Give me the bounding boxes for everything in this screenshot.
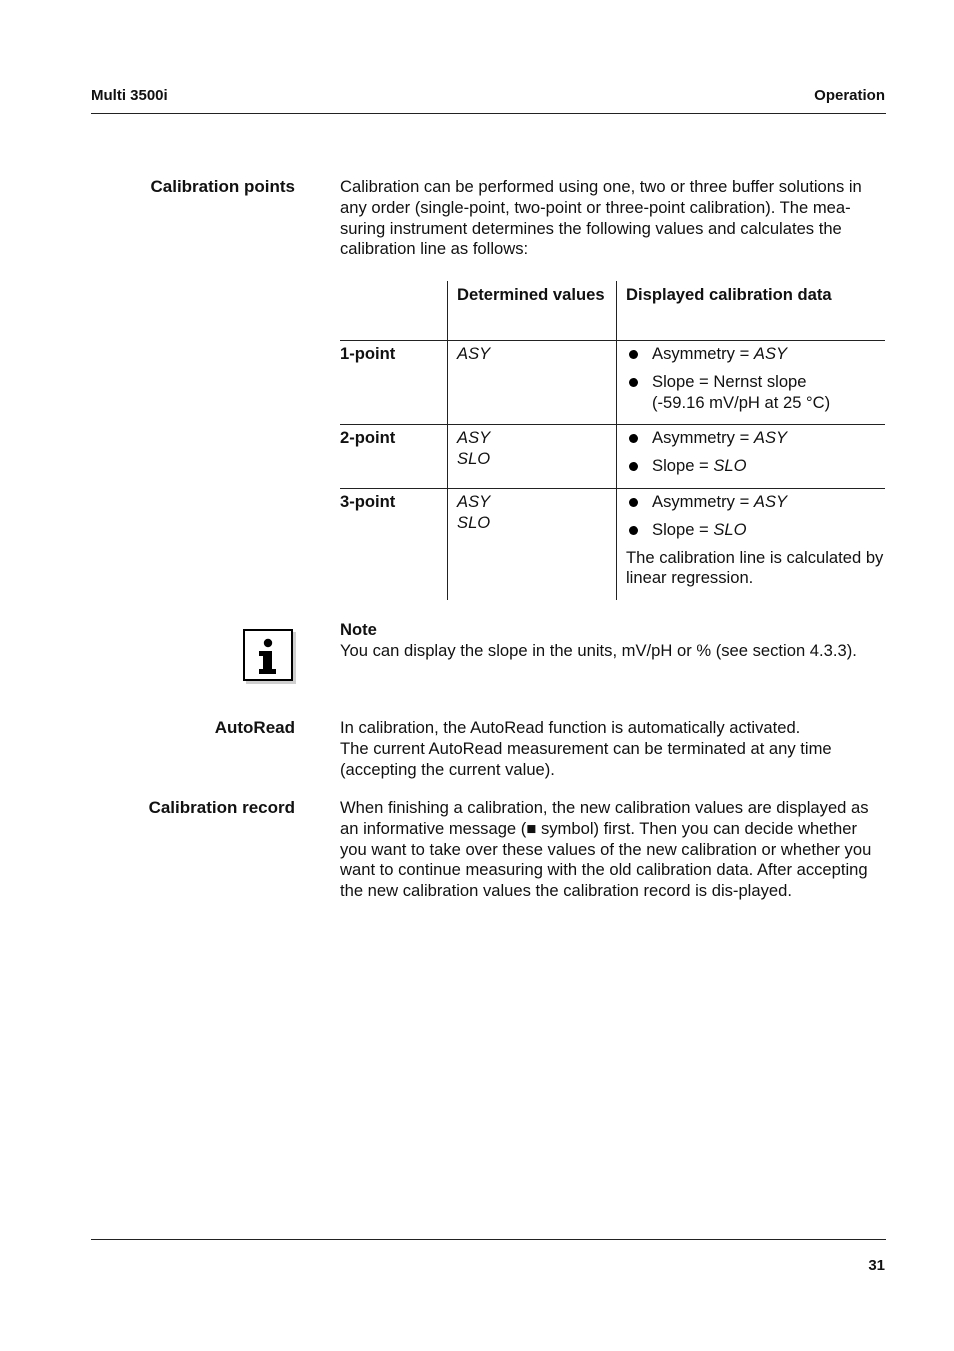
determined-value: SLO xyxy=(457,448,491,468)
table-header-row xyxy=(340,281,885,341)
bullet-icon xyxy=(629,434,638,443)
col-displayed-data: Displayed calibration data xyxy=(617,281,886,341)
calibration-record-heading: Calibration record xyxy=(148,798,295,817)
footer-rule xyxy=(91,1239,886,1240)
autoread-heading: AutoRead xyxy=(214,718,295,737)
table-row xyxy=(340,489,885,601)
table-row xyxy=(340,425,885,489)
bullet-icon xyxy=(629,498,638,507)
determined-value: ASY xyxy=(457,492,491,511)
bullet-icon xyxy=(629,526,638,535)
autoread-text: In calibration, the AutoRead function is automatically activated. The current AutoRead measurement can be terminated at any time (accepting the current value). xyxy=(340,718,832,779)
determined-value: SLO xyxy=(457,512,491,532)
page-number: 31 xyxy=(868,1257,885,1274)
note-text: You can display the slope in the units, mV/pH or % (see section 4.3.3). xyxy=(340,641,857,660)
header-rule xyxy=(91,113,886,114)
info-icon-glyph xyxy=(245,631,291,679)
list-item: Asymmetry = ASY xyxy=(626,428,885,449)
determined-value: ASY xyxy=(457,344,491,363)
list-item: Slope = Nernst slope (-59.16 mV/pH at 25 °C) xyxy=(626,372,885,414)
col-determined-values: Determined values xyxy=(448,281,617,341)
header-left-title: Multi 3500i xyxy=(91,87,168,104)
info-icon xyxy=(243,629,293,681)
calibration-points-heading: Calibration points xyxy=(150,177,295,196)
header-section-title: Operation xyxy=(814,87,885,104)
row-label: 1-point xyxy=(340,341,448,425)
regression-note: The calibration line is calculated by linear regression. xyxy=(626,547,884,588)
bullet-icon xyxy=(629,350,638,359)
row-label: 2-point xyxy=(340,425,448,489)
table-row xyxy=(340,341,885,425)
calibration-record-text: When finishing a calibration, the new calibration values are displayed as an informative message (■ symbol) first. Then you can decide whether you want to take over these values of the new calibration or whether you want to continue measuring with the old calibration data. After accepting the new calibration values the calibration record is dis-played. xyxy=(340,798,872,901)
bullet-icon xyxy=(629,378,638,387)
list-item: Asymmetry = ASY xyxy=(626,344,885,365)
info-symbol-icon: ■ xyxy=(526,818,537,838)
calibration-table xyxy=(340,281,885,600)
determined-value: ASY xyxy=(457,428,491,447)
row-label: 3-point xyxy=(340,489,448,601)
list-item: Slope = SLO xyxy=(626,456,885,477)
list-item: Slope = SLO xyxy=(626,520,885,541)
note-title: Note xyxy=(340,620,377,639)
calibration-points-text: Calibration can be performed using one, two or three buffer solutions in any order (single-point, two-point or three-point calibration). The mea-suring instrument determines the following values and calculates the calibration line as follows: xyxy=(340,177,862,259)
bullet-icon xyxy=(629,462,638,471)
list-item: Asymmetry = ASY xyxy=(626,492,885,513)
